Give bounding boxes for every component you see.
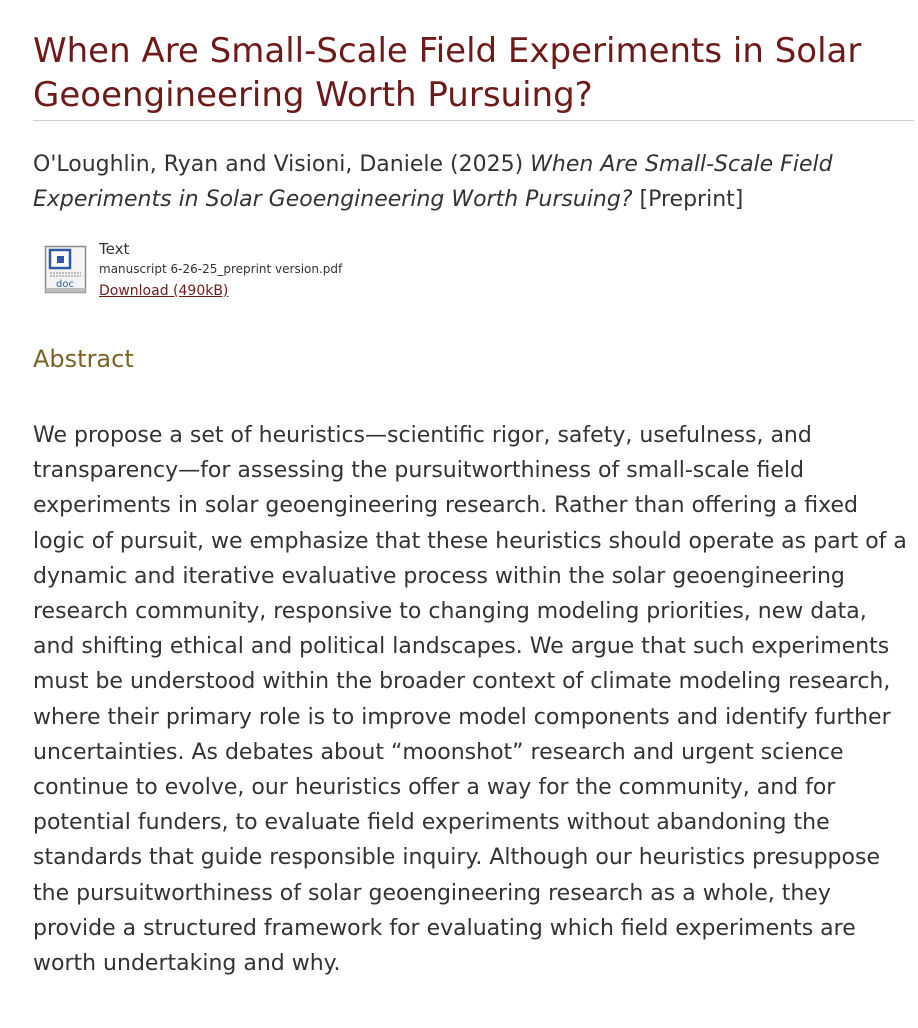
page-title: When Are Small-Scale Field Experiments in Solar Geoengineering Worth Pursuing?	[33, 0, 914, 121]
download-link[interactable]: Download (490kB)	[99, 283, 229, 299]
citation	[33, 147, 914, 217]
abstract-heading: Abstract	[33, 345, 134, 373]
abstract-text: We propose a set of heuristics—scientific rigor, safety, usefulness, and transparency—for assessing the pursuitworthiness of small-scale field experiments in solar geoengineering research. Rather than offering a fixed logic of pursuit, we emphasize that these heuristics should operate as part of a dynamic and iterative evaluative process within the solar geoengineering research community, responsive to changing modeling priorities, new data, and shifting ethical and political landscapes. We argue that such experiments must be understood within the broader context of climate modeling research, where their primary role is to improve model components and identify further uncertainties. As debates about “moonshot” research and urgent science continue to evolve, our heuristics offer a way for the community, and for potential funders, to evaluate field experiments without abandoning the standards that guide responsible inquiry. Although our heuristics presuppose the pursuitworthiness of solar geoengineering research as a whole, they provide a structured framework for evaluating which field experiments are worth undertaking and why.	[33, 423, 907, 977]
citation-authors: O'Loughlin, Ryan and Visioni, Daniele (2025)	[33, 152, 531, 177]
document-filename: manuscript 6-26-25_preprint version.pdf	[99, 262, 343, 276]
doc-icon-label: doc	[56, 279, 74, 290]
document-entry	[33, 239, 914, 305]
citation-type: [Preprint]	[632, 187, 744, 212]
document-info	[99, 239, 342, 303]
citation-work-title: When Are Small-Scale Field Experiments in Solar Geoengineering Worth Pursuing?	[33, 152, 833, 212]
doc-file-icon[interactable]	[44, 245, 88, 295]
document-type: Text	[99, 240, 130, 258]
